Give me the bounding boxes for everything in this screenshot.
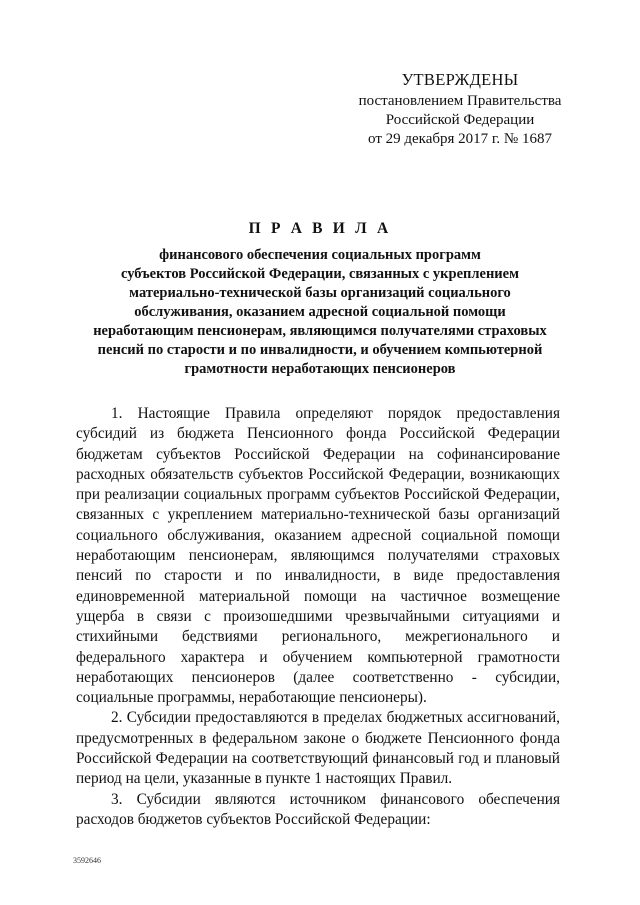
document-title <box>60 220 580 379</box>
approval-line: Российской Федерации <box>385 112 535 128</box>
title-subtitle-line: материально-технической базы организаций социального <box>129 285 511 301</box>
document-body <box>76 404 560 830</box>
title-subtitle-line: пенсий по старости и по инвалидности, и обучением компьютерной <box>97 342 543 358</box>
title-subtitle-line: грамотности неработающих пенсионеров <box>184 361 456 377</box>
approval-block <box>340 70 580 149</box>
document-code: 3592646 <box>73 856 101 865</box>
approval-line: от 29 декабря 2017 г. № 1687 <box>368 131 552 147</box>
paragraph-2: 2. Субсидии предоставляются в пределах бюджетных ассигнований, предусмотренных в федеральном законе о бюджете Пенсионного фонда Российской Федерации на соответствующий финансовый год и плановый период на цели, указанные в пункте 1 настоящих Правил. <box>76 709 560 788</box>
title-subtitle-line: неработающим пенсионерам, являющимся получателями страховых <box>93 323 547 339</box>
title-main: П Р А В И Л А <box>248 220 392 237</box>
title-subtitle-line: субъектов Российской Федерации, связанных с укреплением <box>121 266 519 282</box>
paragraph-3: 3. Субсидии являются источником финансового обеспечения расходов бюджетов субъектов Российской Федерации: <box>76 790 560 828</box>
title-subtitle <box>60 246 580 379</box>
title-subtitle-line: финансового обеспечения социальных программ <box>159 247 481 263</box>
approval-heading: УТВЕРЖДЕНЫ <box>401 70 519 89</box>
approval-line: постановлением Правительства <box>358 93 562 109</box>
title-subtitle-line: обслуживания, оказанием адресной социальной помощи <box>134 304 506 320</box>
paragraph-1: 1. Настоящие Правила определяют порядок предоставления субсидий из бюджета Пенсионного фонда Российской Федерации бюджетам субъектов Российской Федерации на софинансирование расходных обязательств субъектов Российской Федерации, возникающих при реализации социальных программ субъектов Российской Федерации, связанных с укреплением материально-технической базы организаций социального обслуживания, оказанием адресной социальной помощи неработающим пенсионерам, являющимся получателями страховых пенсий по старости и по инвалидности, в виде предоставления единовременной материальной помощи на частичное возмещение ущерба в связи с произошедшими чрезвычайными ситуациями и стихийными бедствиями регионального, межрегионального и федерального характера и обучением компьютерной грамотности неработающих пенсионеров (далее соответственно - субсидии, социальные программы, неработающие пенсионеры). <box>76 405 560 707</box>
